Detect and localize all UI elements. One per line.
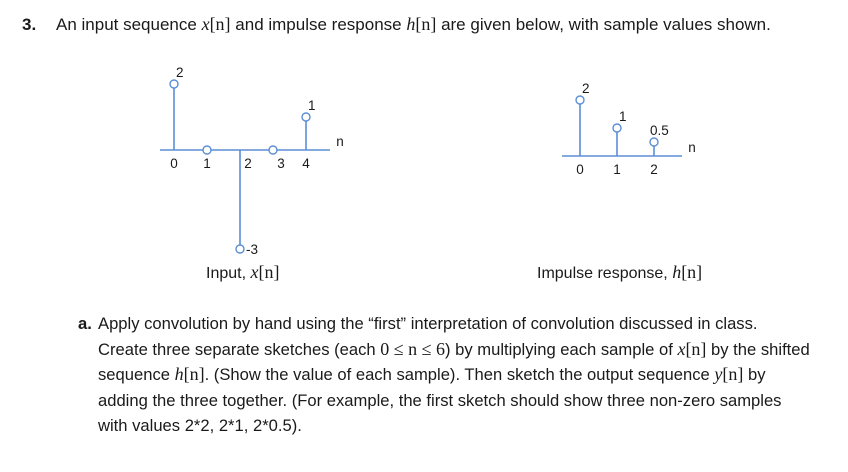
part-a-text-1: Apply convolution by hand using the “first” interpretation of convolution discussed in class. Create three separate sketches (each [98,314,758,359]
input-caption-symbol: x [250,262,259,282]
input-sample-marker [170,80,178,88]
part-a-text-2: ) by multiplying each sample of [445,339,678,359]
h-index-2: [n] [183,364,205,385]
impulse-tick-label: 2 [650,162,658,177]
input-sample-marker [302,113,310,121]
impulse-caption [537,262,702,283]
input-sample-marker [203,146,211,154]
impulse-tick-label: 1 [613,162,621,177]
input-caption-text: Input, [206,265,251,282]
impulse-sample-marker [613,124,621,132]
input-tick-label: 1 [203,156,211,171]
x-symbol-2: x [677,338,686,359]
impulse-axis-label: n [688,140,696,155]
input-tick-label: 2 [244,156,252,171]
impulse-caption-index: [n] [681,262,703,282]
y-symbol: y [714,364,723,385]
input-sample-label: -3 [246,242,259,257]
impulse-caption-symbol: h [672,262,682,282]
part-a-text-3: by the shifted sequence [98,339,810,385]
n-range: 0 ≤ n ≤ 6 [380,338,446,359]
part-a-text [98,311,810,439]
x-index-2: [n] [685,338,707,359]
question-number: 3. [22,15,37,34]
input-tick-label: 4 [302,156,310,171]
input-axis-label: n [336,134,344,149]
question-text-1: An input sequence [56,15,202,34]
input-tick-label: 0 [170,156,178,171]
h-symbol: h [406,14,416,34]
part-a-text-5: by adding the three together. (For example, the first sketch should show three non-zero samples with values 2*2, 2*1, 2*0.5). [98,365,782,436]
part-a [78,311,810,439]
part-a-label: a. [78,314,92,333]
input-sample-label: 1 [308,98,316,113]
h-index: [n] [415,14,437,34]
x-symbol: x [201,14,210,34]
input-sample-marker [269,146,277,154]
input-caption [206,262,279,283]
question-text-3: are given below, with sample values shown. [436,15,771,34]
y-index: [n] [722,364,744,385]
impulse-sample-label: 1 [619,109,627,124]
impulse-sample-marker [650,138,658,146]
impulse-caption-text: Impulse response, [537,265,673,282]
question-text-2: and impulse response [230,15,407,34]
part-a-text-4: . (Show the value of each sample). Then sketch the output sequence [204,365,715,385]
input-sample-label: 2 [176,65,184,80]
impulse-sample-label: 0.5 [650,123,669,138]
impulse-sample-marker [576,96,584,104]
h-symbol-2: h [174,364,184,385]
input-tick-label: 3 [277,156,285,171]
input-caption-index: [n] [258,262,280,282]
x-index: [n] [209,14,231,34]
impulse-sample-label: 2 [582,81,590,96]
impulse-tick-label: 0 [576,162,584,177]
input-sample-marker [236,245,244,253]
